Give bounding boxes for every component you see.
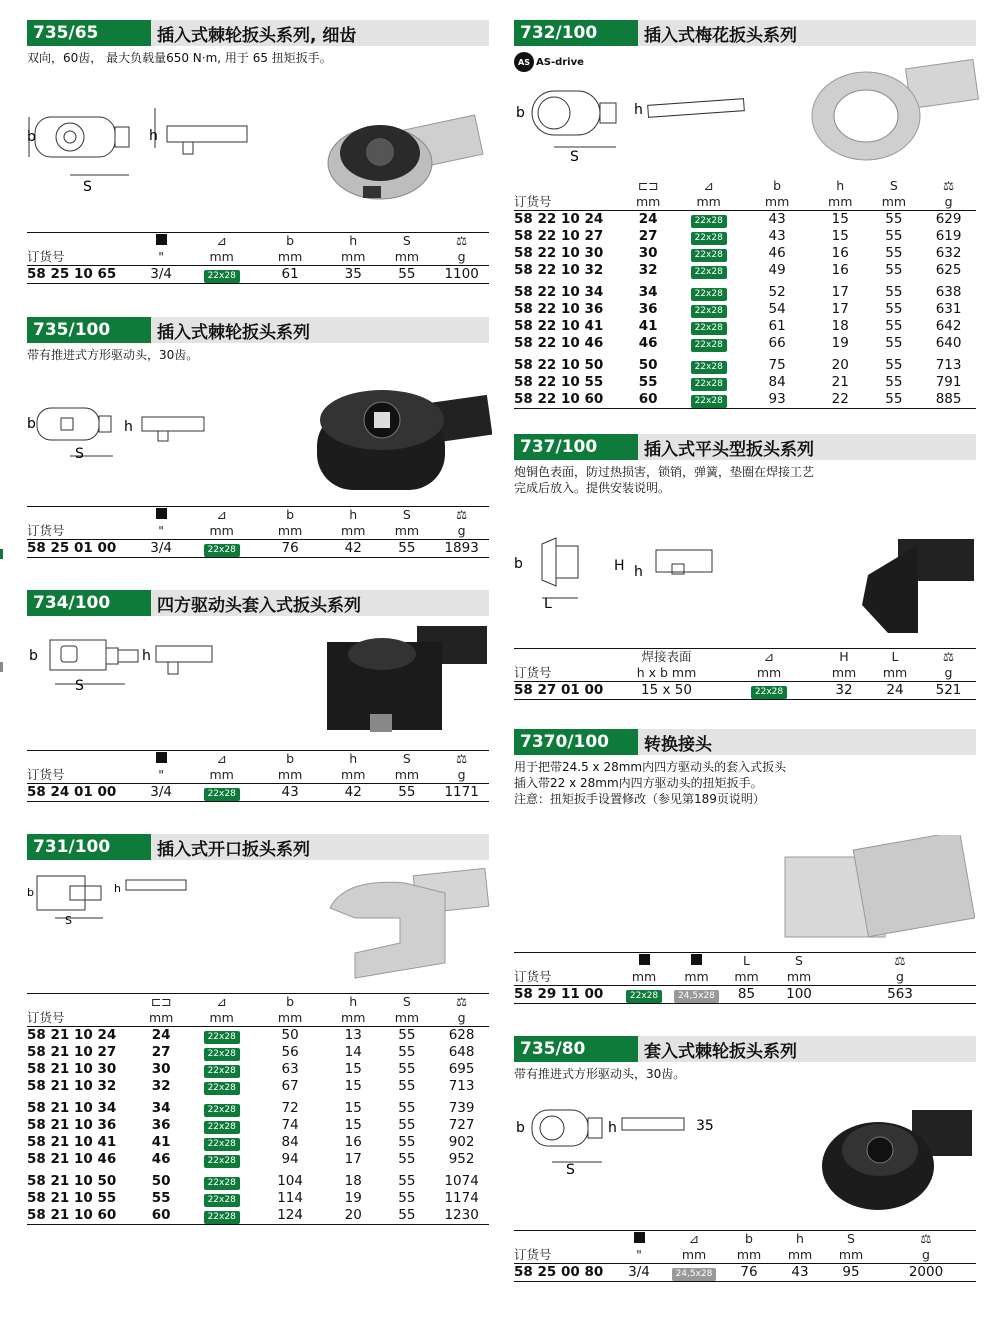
svg-text:h: h xyxy=(142,648,151,664)
table-row: 58 21 10 50 50 22x28 104 18 55 1074 xyxy=(27,1173,479,1190)
tool-size-badge: 22x28 xyxy=(751,686,787,699)
table-row: 58 22 10 30 30 22x28 46 16 55 632 xyxy=(514,245,962,262)
section-code: 735/65 xyxy=(27,20,151,46)
table-row: 58 29 11 00 22x28 24,5x28 85 100 563 xyxy=(514,986,976,1004)
table-row: 58 22 10 27 27 22x28 43 15 55 619 xyxy=(514,228,962,245)
table-row: 58 25 10 65 3/4 22x28 61 35 55 1100 xyxy=(27,266,489,284)
col-weight: ⚖ g xyxy=(456,233,468,264)
section-title: 插入式平头型扳头系列 xyxy=(644,439,814,460)
section-735-80 xyxy=(514,1036,976,1082)
col-h: h mm xyxy=(341,233,366,264)
tool-size-badge: 22x28 xyxy=(691,215,727,228)
table-row: 58 25 01 00 3/4 22x28 76 42 55 1893 xyxy=(27,540,489,558)
section-description: 用于把带24.5 x 28mm内四方驱动头的套入式扳头 插入带22 x 28mm内四方驱动头的扭矩扳手。 注意：扭矩扳手设置修改（参见第189页说明） xyxy=(514,760,787,806)
tool-size-badge: 22x28 xyxy=(204,1194,240,1207)
scale-icon: ⚖ xyxy=(456,507,468,522)
svg-text:b: b xyxy=(29,648,38,664)
tool-size-badge: 22x28 xyxy=(691,322,727,335)
svg-text:H: H xyxy=(614,558,625,574)
section-7370-100 xyxy=(514,729,976,807)
scale-icon: ⚖ xyxy=(894,953,906,968)
section-header xyxy=(514,434,976,460)
insert-tool-outline-icon: ⊿ xyxy=(688,1231,700,1246)
table-row: 58 22 10 55 55 22x28 84 21 55 791 xyxy=(514,374,962,391)
tool-size-badge: 22x28 xyxy=(204,788,240,801)
side-diagram xyxy=(606,1112,721,1142)
square-drive-icon xyxy=(691,954,702,965)
tool-size-badge: 22x28 xyxy=(204,1082,240,1095)
section-732-100 xyxy=(514,20,976,46)
tool-size-badge: 22x28 xyxy=(691,249,727,262)
insert-tool-icon: ⊿ xyxy=(216,994,227,1009)
side-mark xyxy=(0,662,3,672)
section-header xyxy=(27,834,489,860)
table-row: 58 21 10 27 27 22x28 56 14 55 648 xyxy=(27,1044,475,1061)
square-drive-icon xyxy=(156,508,167,519)
tool-size-badge: 22x28 xyxy=(691,232,727,245)
tool-size-badge: 22x28 xyxy=(204,1031,240,1044)
section-description: 带有推进式方形驱动头，30齿。 xyxy=(27,348,199,362)
scale-icon: ⚖ xyxy=(456,751,468,766)
product-image-735-65 xyxy=(325,108,485,203)
insert-tool-icon: ⊿ xyxy=(216,751,227,766)
table-body xyxy=(514,211,976,409)
section-description: 双向，60齿， 最大负载量650 N·m, 用于 65 扭矩扳手。 xyxy=(27,51,332,65)
section-title: 插入式梅花扳头系列 xyxy=(644,25,797,46)
product-image-735-100 xyxy=(312,380,492,495)
svg-text:S: S xyxy=(65,914,72,926)
as-drive-icon: AS xyxy=(514,52,534,72)
tool-size-badge: 22x28 xyxy=(626,990,662,1003)
table-row: 58 21 10 60 60 22x28 124 20 55 1230 xyxy=(27,1207,489,1225)
tool-size-badge: 22x28 xyxy=(204,544,240,557)
tool-size-badge: 22x28 xyxy=(204,1048,240,1061)
product-image-734-100 xyxy=(322,622,492,737)
side-diagram xyxy=(612,534,722,598)
section-title: 插入式棘轮扳头系列, 细齿 xyxy=(157,25,357,46)
table-row: 58 22 10 24 24 22x28 43 15 55 629 xyxy=(514,211,962,228)
tool-size-badge: 22x28 xyxy=(691,395,727,408)
tool-size-badge: 22x28 xyxy=(204,1065,240,1078)
side-diagram xyxy=(120,405,220,455)
side-diagram xyxy=(145,108,255,168)
table-row: 58 22 10 50 50 22x28 75 20 55 713 xyxy=(514,357,962,374)
svg-text:S: S xyxy=(570,149,579,165)
section-title: 套入式棘轮扳头系列 xyxy=(644,1041,797,1062)
section-header xyxy=(514,1036,976,1062)
scale-icon: ⚖ xyxy=(943,178,955,193)
section-735-100 xyxy=(27,317,489,363)
tool-size-badge: 22x28 xyxy=(691,378,727,391)
col-drive: " xyxy=(132,233,190,266)
tool-size-badge: 22x28 xyxy=(691,266,727,279)
table-735-80: 订货号 " ⊿ mm b mm h mm S mm ⚖ g 58 25 00 80 3/4 24,5x28 76 43 95 2000 xyxy=(514,1230,976,1282)
section-code: 735/80 xyxy=(514,1036,638,1062)
svg-text:h: h xyxy=(634,564,643,580)
section-code: 734/100 xyxy=(27,590,151,616)
section-code: 735/100 xyxy=(27,317,151,343)
table-row: 58 22 10 34 34 22x28 52 17 55 638 xyxy=(514,284,962,301)
table-row: 58 25 00 80 3/4 24,5x28 76 43 95 2000 xyxy=(514,1264,976,1282)
tool-size-badge: 22x28 xyxy=(204,1121,240,1134)
table-row: 58 21 10 46 46 22x28 94 17 55 952 xyxy=(27,1151,475,1168)
insert-tool-icon: ⊿ xyxy=(216,507,227,522)
table-row: 58 21 10 24 24 22x28 50 13 55 628 xyxy=(27,1027,475,1044)
svg-text:h: h xyxy=(608,1120,617,1136)
dimension-diagram xyxy=(512,85,632,165)
square-drive-icon xyxy=(156,752,167,763)
square-drive-icon xyxy=(634,1232,645,1243)
table-row: 58 21 10 41 41 22x28 84 16 55 902 xyxy=(27,1134,475,1151)
section-header xyxy=(514,729,976,755)
col-b: b mm xyxy=(277,233,303,264)
tool-size-badge: 22x28 xyxy=(691,288,727,301)
svg-text:b: b xyxy=(27,416,36,432)
table-row: 58 21 10 32 32 22x28 67 15 55 713 xyxy=(27,1078,475,1095)
table-737-100: 订货号 焊接表面 h x b mm ⊿ mm H mm L mm ⚖ g 58 27 01 00 15 x 50 22x28 32 24 521 xyxy=(514,648,976,700)
col-s: S mm xyxy=(394,233,420,264)
scale-icon: ⚖ xyxy=(920,1231,932,1246)
table-735-100: 订货号 " ⊿ mm b mm h mm S mm ⚖ g 58 25 01 00 3/4 22x28 76 42 55 1893 xyxy=(27,506,489,558)
tool-size-badge: 22x28 xyxy=(691,305,727,318)
table-734-100: 订货号 " ⊿ mm b mm h mm S mm ⚖ g 58 24 01 00 3/4 22x28 43 42 55 1171 xyxy=(27,750,489,802)
section-header xyxy=(27,590,489,616)
table-row: 58 21 10 36 36 22x28 74 15 55 727 xyxy=(27,1117,475,1134)
svg-text:S: S xyxy=(75,446,84,462)
table-731-100: 订货号 ⊏⊐ mm ⊿ mm b mm h mm S mm ⚖ g 58 21 10 24 24 22x28 50 13 55 628 58 21 10 27 27 22x28 56 14 55 648 58 21 10 30 30 22x28 63 15 55 695 58 21 10 32 32 22x28 67 15 55 713 58 21 10 34 34 22x28 72 15 55 739 58 21 10 36 36 22x28 74 15 55 727 58 21 10 41 41 22x28 84 16 55 902 58 21 10 46 46 22x28 94 17 55 952 58 21 10 50 50 22x28 104 18 55 1074 58 21 10 55 55 22x28 114 19 55 1174 58 21 10 60 60 22x28 124 20 55 1230 xyxy=(27,993,489,1225)
tool-size-badge: 22x28 xyxy=(204,270,240,283)
section-734-100 xyxy=(27,590,489,616)
tool-size-badge: 22x28 xyxy=(204,1177,240,1190)
svg-text:b: b xyxy=(514,556,523,572)
dimension-diagram xyxy=(512,530,602,610)
section-code: 737/100 xyxy=(514,434,638,460)
svg-text:L: L xyxy=(544,596,552,610)
col-order: 订货号 xyxy=(27,249,65,264)
product-image-731-100 xyxy=(325,868,490,983)
section-737-100 xyxy=(514,434,976,496)
dim-label-35: 35 xyxy=(696,1118,714,1134)
side-mark xyxy=(0,549,3,559)
product-image-735-80 xyxy=(820,1102,975,1214)
section-title: 转换接头 xyxy=(644,734,712,755)
insert-tool-icon: ⊿ xyxy=(703,178,714,193)
dimension-diagram xyxy=(512,1104,612,1176)
table-row: 58 22 10 32 32 22x28 49 16 55 625 xyxy=(514,262,962,279)
ring-wrench-size-icon: ⊏⊐ xyxy=(637,178,659,193)
svg-text:b: b xyxy=(516,1120,525,1136)
section-title: 插入式棘轮扳头系列 xyxy=(157,322,310,343)
product-image-7370-100 xyxy=(780,835,975,943)
dim-label-s: S xyxy=(83,179,92,195)
svg-text:h: h xyxy=(114,882,121,895)
side-diagram xyxy=(140,640,230,680)
tool-size-badge: 22x28 xyxy=(691,339,727,352)
svg-text:h: h xyxy=(634,102,643,118)
section-header xyxy=(27,20,489,46)
svg-text:S: S xyxy=(566,1162,575,1176)
tool-size-badge: 22x28 xyxy=(204,1155,240,1168)
svg-text:b: b xyxy=(516,105,525,121)
dim-label-b: b xyxy=(27,129,36,145)
table-735-65 xyxy=(27,232,489,284)
table-row: 58 24 01 00 3/4 22x28 43 42 55 1171 xyxy=(27,784,489,802)
table-row: 58 21 10 55 55 22x28 114 19 55 1174 xyxy=(27,1190,479,1207)
table-body xyxy=(27,1027,489,1225)
section-title: 插入式开口扳头系列 xyxy=(157,839,310,860)
table-row: 58 21 10 34 34 22x28 72 15 55 739 xyxy=(27,1100,475,1117)
table-row: 58 21 10 30 30 22x28 63 15 55 695 xyxy=(27,1061,475,1078)
scale-icon: ⚖ xyxy=(942,649,955,664)
section-code: 7370/100 xyxy=(514,729,638,755)
side-diagram xyxy=(112,874,192,904)
square-drive-icon xyxy=(639,954,650,965)
svg-text:h: h xyxy=(124,419,133,435)
tool-size-badge: 22x28 xyxy=(204,1138,240,1151)
section-code: 731/100 xyxy=(27,834,151,860)
scale-icon: ⚖ xyxy=(456,233,468,248)
table-row: 58 27 01 00 15 x 50 22x28 32 24 521 xyxy=(514,682,976,700)
scale-icon: ⚖ xyxy=(456,994,468,1009)
section-description: 带有推进式方形驱动头，30齿。 xyxy=(514,1067,686,1081)
tool-size-badge: 24,5x28 xyxy=(674,990,719,1003)
section-731-100 xyxy=(27,834,489,860)
table-row: 58 22 10 46 46 22x28 66 19 55 640 xyxy=(514,335,962,352)
table-row: 58 22 10 36 36 22x28 54 17 55 631 xyxy=(514,301,962,318)
section-code: 732/100 xyxy=(514,20,638,46)
section-735-65 xyxy=(27,20,489,66)
product-image-737-100 xyxy=(858,535,978,635)
dim-label-h: h xyxy=(149,128,158,144)
col-tool: ⊿ mm xyxy=(209,233,234,264)
tool-size-badge: 22x28 xyxy=(691,361,727,374)
as-drive-logo: AS AS-drive xyxy=(514,52,584,72)
insert-tool-icon: ⊿ xyxy=(763,649,775,664)
insert-tool-icon: ⊿ xyxy=(216,233,227,248)
section-title: 四方驱动头套入式扳头系列 xyxy=(157,595,361,616)
tool-size-badge: 22x28 xyxy=(204,1211,240,1224)
table-row: 58 22 10 41 41 22x28 61 18 55 642 xyxy=(514,318,962,335)
tool-size-badge: 22x28 xyxy=(204,1104,240,1117)
section-header xyxy=(514,20,976,46)
side-diagram xyxy=(632,92,752,132)
product-image-732-100 xyxy=(808,56,980,164)
table-732-100: 订货号 ⊏⊐ mm ⊿ mm b mm h mm S mm ⚖ g 58 22 10 24 24 22x28 43 15 55 629 58 22 10 27 27 22x28 43 15 55 619 58 22 10 30 30 22x28 46 16 55 632 58 22 10 32 32 22x28 49 16 55 625 58 22 10 34 34 22x28 52 17 55 638 58 22 10 36 36 22x28 54 17 55 631 58 22 10 41 41 22x28 61 18 55 642 58 22 10 46 46 22x28 66 19 55 640 58 22 10 50 50 22x28 75 20 55 713 58 22 10 55 55 22x28 84 21 55 791 58 22 10 60 60 22x28 93 22 55 885 xyxy=(514,178,976,409)
svg-text:S: S xyxy=(75,678,84,694)
tool-size-badge: 24,5x28 xyxy=(672,1268,717,1281)
table-row: 58 22 10 60 60 22x28 93 22 55 885 xyxy=(514,391,976,409)
svg-text:b: b xyxy=(27,886,34,899)
open-wrench-size-icon: ⊏⊐ xyxy=(150,994,172,1009)
section-header xyxy=(27,317,489,343)
section-description: 炮铜色表面，防过热损害，锁销，弹簧，垫圈在焊接工艺完成后放入。提供安装说明。 xyxy=(514,465,815,495)
table-7370-100: 订货号 mm mm L mm S mm ⚖ g 58 29 11 00 22x28 24,5x28 85 100 563 xyxy=(514,952,976,1004)
square-drive-icon xyxy=(156,234,167,245)
